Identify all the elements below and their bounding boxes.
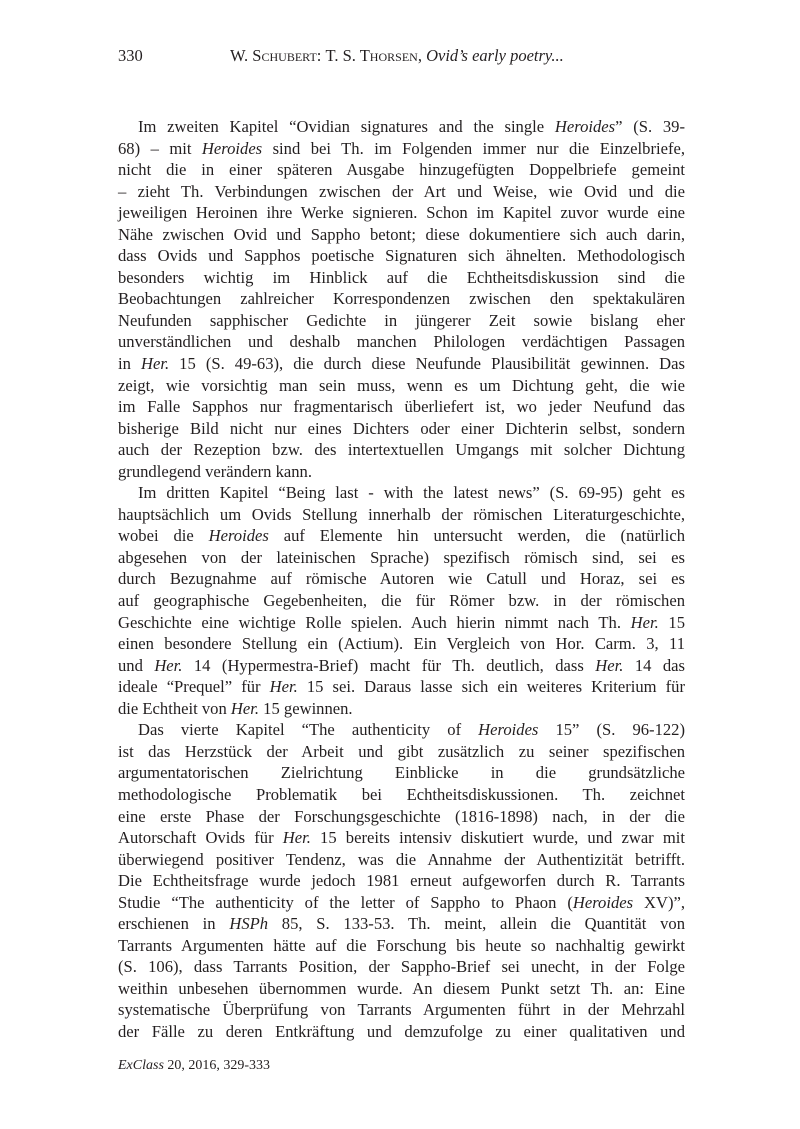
italic-text: Her. (595, 655, 624, 675)
text-line (118, 849, 685, 871)
text-line (118, 245, 685, 267)
text-line (118, 655, 685, 677)
text-line (118, 612, 685, 634)
paragraph (118, 482, 685, 719)
italic-text: Heroides (208, 526, 269, 546)
text-line (118, 353, 685, 375)
text: wobei die (118, 526, 209, 546)
text: Neufunden sapphischer Gedichte in jüngerer Zeit sowie bislang eher (118, 310, 685, 330)
italic-text: Her. (230, 698, 260, 718)
text-line (118, 806, 685, 828)
text: besonders wichtig im Hinblick auf die Echtheitsdiskussion sind die (118, 267, 685, 287)
text-line (118, 719, 685, 741)
text: 15” (S. 96-122) (538, 720, 685, 740)
text-line (118, 224, 685, 246)
text-line (118, 159, 685, 181)
text: auf Elemente hin untersucht werden, die (natürlich (268, 526, 685, 546)
text: abgesehen von der lateinischen Sprache) spezifisch römisch sind, sei es (118, 547, 685, 567)
text: 85, S. 133-53. Th. meint, allein die Quantität von (268, 914, 685, 934)
text: und (118, 655, 155, 675)
italic-text: Her. (282, 828, 311, 848)
separator: , (417, 46, 427, 65)
text-line (118, 396, 685, 418)
text: Das vierte Kapitel “The authenticity of (138, 720, 479, 740)
text: auch der Rezeption bzw. des intertextuellen Umgangs mit solcher Dichtung (118, 440, 685, 460)
text: XV)”, (633, 892, 686, 912)
text: 14 (Hypermestra-Brief) macht für Th. deutlich, dass (182, 655, 596, 675)
text: eine erste Phase der Forschungsgeschichte (1816-1898) nach, in der die (118, 806, 685, 826)
text-line (118, 525, 685, 547)
text-line (118, 181, 685, 203)
text: in (118, 354, 141, 374)
text-line (118, 956, 685, 978)
separator: : (316, 46, 326, 65)
text: Autorschaft Ovids für (118, 828, 283, 848)
text: Beobachtungen zahlreicher Korrespondenzen zwischen den spektakulären (118, 289, 685, 309)
text-line (118, 892, 685, 914)
text: Tarrants Argumenten hätte auf die Forschung bis heute so nachhaltig gewirkt (118, 935, 685, 955)
journal-name: ExClass (118, 1058, 164, 1073)
text: Die Echtheitsfrage wurde jedoch 1981 erneut aufgeworfen durch R. Tarrants (118, 871, 685, 891)
text-line (118, 439, 685, 461)
italic-text: Heroides (554, 117, 616, 136)
italic-text: Her. (630, 612, 659, 632)
text: argumentatorischen Zielrichtung Einblicke in die grundsätzliche (118, 763, 685, 783)
text: sind bei Th. im Folgenden immer nur die Einzelbriefe, (262, 138, 685, 158)
text-line (118, 331, 685, 353)
text-line (118, 568, 685, 590)
footer-citation (118, 1058, 270, 1074)
text: auf geographische Gegebenheiten, die für Römer bzw. in der römischen (118, 591, 685, 611)
text-line (118, 698, 685, 720)
text: 15 bereits intensiv diskutiert wurde, und zwar mit (310, 828, 685, 848)
text-line (118, 288, 685, 310)
text-line (118, 978, 685, 1000)
text: ” (S. 39- (615, 117, 685, 136)
text: ideale “Prequel” für (118, 677, 270, 697)
text: im Falle Sapphos nur fragmentarisch überliefert ist, wo jeder Neufund das (118, 397, 685, 417)
text-line (118, 762, 685, 784)
paragraph (118, 719, 685, 1042)
text-line (118, 310, 685, 332)
text: überwiegend positiver Tendenz, was die Annahme der Authentizität betrifft. (118, 849, 685, 869)
author-name: T. S. Thorsen (325, 46, 418, 65)
text: Nähe zwischen Ovid und Sappho betont; diese dokumentiere sich auch darin, (118, 224, 685, 244)
text: grundlegend verändern kann. (118, 461, 312, 481)
italic-text: Heroides (478, 720, 539, 740)
text-line (118, 590, 685, 612)
text: hauptsächlich um Ovids Stellung innerhalb der römischen Literaturgeschichte, (118, 504, 685, 524)
text: erschienen in (118, 914, 230, 934)
reviewer-name: W. Schubert (230, 46, 317, 65)
text-line (118, 116, 685, 138)
text-line (118, 827, 685, 849)
text-line (118, 676, 685, 698)
text: 15 (S. 49-63), die durch diese Neufunde Plausibilität gewinnen. Das (169, 354, 685, 374)
book-title: Ovid’s early poetry... (426, 46, 564, 65)
text: nicht die in einer späteren Ausgabe hinzugefügten Doppelbriefe gemeint (118, 160, 685, 180)
text: weithin unbesehen übernommen wurde. An diesem Punkt setzt Th. an: Eine (118, 978, 685, 998)
text-line (118, 504, 685, 526)
text: ist das Herzstück der Arbeit und gibt zusätzlich zu seiner spezifischen (118, 741, 685, 761)
paragraph (118, 116, 685, 482)
text: 15 gewinnen. (259, 698, 353, 718)
text: bisherige Bild nicht nur eines Dichters oder einer Dichterin selbst, sondern (118, 418, 685, 438)
text-line (118, 935, 685, 957)
text-line (118, 784, 685, 806)
text: einen besondere Stellung ein (Actium). Ein Vergleich von Hor. Carm. 3, 11 (118, 634, 685, 654)
text: jeweiligen Heroinen ihre Werke signieren. Schon im Kapitel zuvor wurde eine (118, 203, 685, 223)
text: unverständlichen und deshalb manchen Philologen verdächtigen Passagen (118, 332, 685, 352)
text-line (118, 202, 685, 224)
text-line (118, 913, 685, 935)
text: – zieht Th. Verbindungen zwischen der Art und Weise, wie Ovid und die (118, 181, 685, 201)
page-number: 330 (118, 46, 143, 65)
text-line (118, 741, 685, 763)
italic-text: Heroides (201, 138, 263, 158)
text-line (118, 138, 685, 160)
text-line (118, 1021, 685, 1043)
running-title (230, 46, 564, 66)
text-line (118, 418, 685, 440)
text-line (118, 999, 685, 1021)
text-line (118, 633, 685, 655)
text: 14 das (623, 655, 685, 675)
italic-text: Her. (154, 655, 183, 675)
text: systematische Überprüfung von Tarrants Argumenten führt in der Mehrzahl (118, 1000, 685, 1020)
text: Studie “The authenticity of the letter of Sappho to Phaon ( (118, 892, 573, 912)
text: (S. 106), dass Tarrants Position, der Sappho-Brief sei unecht, in der Folge (118, 957, 685, 977)
text: zeigt, wie vorsichtig man sein muss, wenn es um Dichtung geht, die wie (118, 375, 685, 395)
italic-text: Her. (140, 354, 170, 374)
italic-text: HSPh (229, 914, 269, 934)
body-text (118, 116, 685, 1043)
text: Im dritten Kapitel “Being last - with the latest news” (S. 69-95) geht es (138, 483, 685, 503)
text: Geschichte eine wichtige Rolle spielen. Auch hierin nimmt nach Th. (118, 612, 631, 632)
italic-text: Her. (269, 677, 298, 697)
text: 15 sei. Daraus lasse sich ein weiteres Kriterium für (297, 677, 685, 697)
citation-details: 20, 2016, 329-333 (163, 1058, 271, 1073)
italic-text: Heroides (572, 892, 634, 912)
text-line (118, 375, 685, 397)
text: 68) – mit (118, 138, 202, 158)
text-line (118, 547, 685, 569)
text: Im zweiten Kapitel “Ovidian signatures and the single (138, 117, 555, 136)
text-line (118, 482, 685, 504)
text-line (118, 870, 685, 892)
text: methodologische Problematik bei Echtheitsdiskussionen. Th. zeichnet (118, 784, 685, 804)
text: 15 (658, 612, 685, 632)
text: die Echtheit von (118, 698, 231, 718)
text: der Fälle zu deren Entkräftung und demzufolge zu einer qualitativen und (118, 1021, 685, 1041)
text: dass Ovids und Sapphos poetische Signaturen sich ähnelten. Methodologisch (118, 246, 685, 266)
text-line (118, 461, 685, 483)
text-line (118, 267, 685, 289)
text: durch Bezugnahme auf römische Autoren wie Catull und Horaz, sei es (118, 569, 685, 589)
